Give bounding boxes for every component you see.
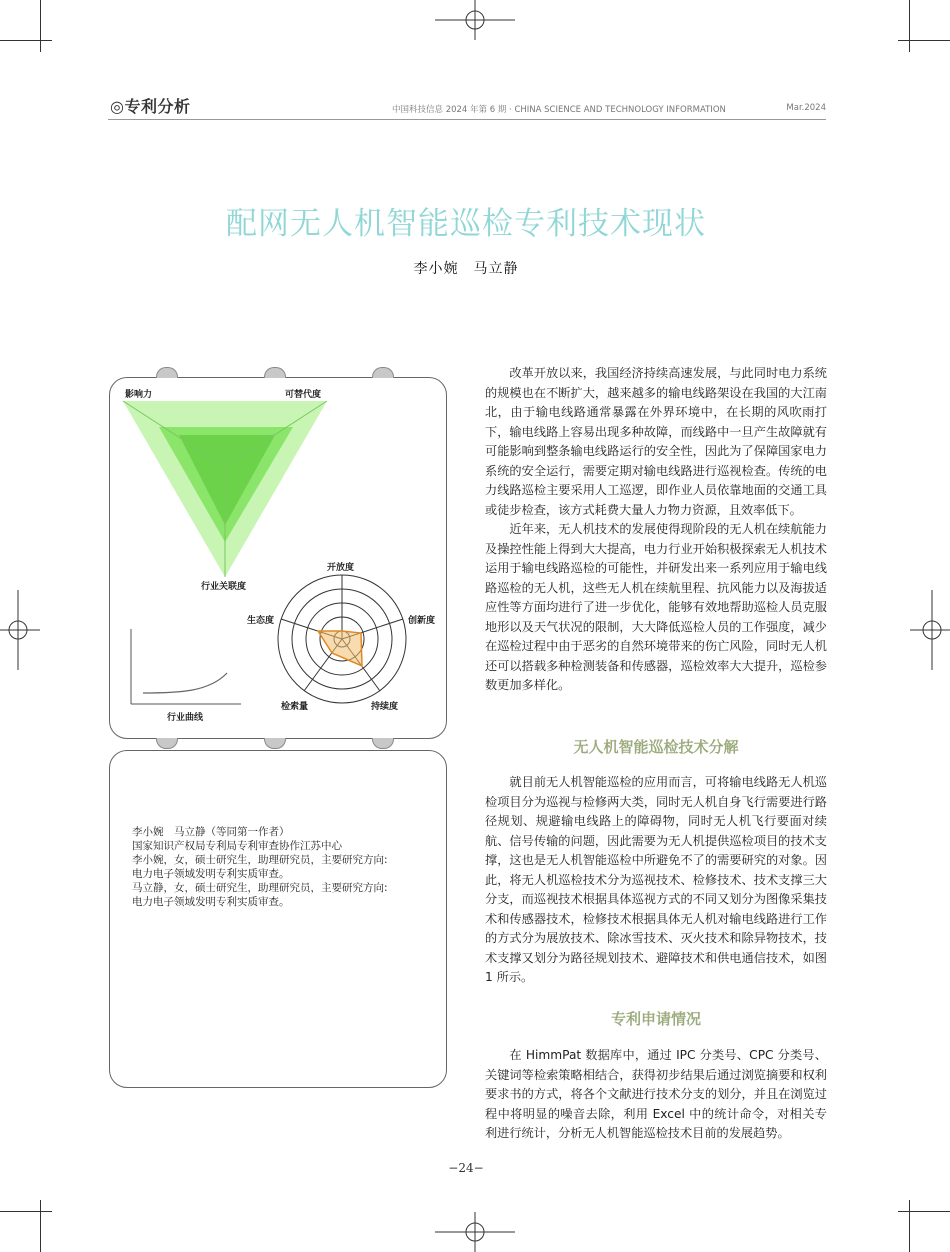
paragraph: 就目前无人机智能巡检的应用而言，可将输电线路无人机巡检项目分为巡视与检修两大类，同时无人机自身飞行需要进行路径规划、规避输电线路上的障碍物，同时无人机飞行要面对续航、信号传输的问题，因此需要为无人机提供巡检项目的技术支撑，这也是无人机智能巡检中所避免不了的需要研究的对象。因此，将无人机巡检技术分为巡视技术、检修技术、技术支撑三大分支，而巡视技术根据具体巡视方式的不同又划分为图像采集技术和传感器技术，检修技术根据具体无人机对输电线路进行工作的方式分为展放技术、除冰雪技术、灭火技术和除异物技术，技术支撑又划分为路径规划技术、避障技术和供电通信技术，如图 1 所示。 bbox=[485, 775, 827, 984]
crop-mark bbox=[40, 1200, 41, 1252]
header-rule bbox=[108, 119, 826, 120]
page-number: −24− bbox=[448, 1161, 484, 1175]
decorative-infographic bbox=[109, 377, 445, 737]
registration-mark-top bbox=[435, 0, 515, 40]
note-line: 马立静，女，硕士研究生，助理研究员，主要研究方向: bbox=[132, 882, 388, 894]
crop-mark bbox=[909, 1200, 910, 1252]
crop-mark bbox=[0, 1211, 52, 1212]
note-line: 电力电子领域发明专利实质审查。 bbox=[132, 896, 290, 908]
curve-label: 行业曲线 bbox=[167, 713, 204, 723]
note-line: 电力电子领域发明专利实质审查。 bbox=[132, 868, 290, 880]
running-header bbox=[392, 103, 826, 115]
triangle-label-substitutability: 可替代度 bbox=[285, 390, 322, 400]
crop-mark bbox=[909, 0, 910, 52]
registration-mark-right bbox=[910, 590, 950, 670]
panel-knob bbox=[264, 738, 286, 749]
radar-label-ecology: 生态度 bbox=[247, 616, 275, 626]
note-line: 国家知识产权局专利局专利审查协作江苏中心 bbox=[132, 840, 342, 852]
issue-date: Mar.2024 bbox=[786, 103, 826, 113]
panel-knob bbox=[156, 738, 178, 749]
journal-info: 中国科技信息 2024 年第 6 期 · CHINA SCIENCE AND TECHNOLOGY INFORMATION bbox=[392, 105, 726, 115]
radar-label-innovation: 创新度 bbox=[408, 616, 436, 626]
registration-mark-left bbox=[0, 590, 40, 670]
section-heading: 专利申请情况 bbox=[610, 1010, 701, 1028]
radar-label-search-volume: 检索量 bbox=[281, 702, 309, 712]
registration-mark-bottom bbox=[435, 1212, 515, 1252]
author-note bbox=[132, 825, 388, 909]
paragraph: 在 HimmPat 数据库中，通过 IPC 分类号、CPC 分类号、关键词等检索策略相结合，获得初步结果后通过浏览摘要和权利要求书的方式，将各个文献进行技术分支的划分，并且在浏览过程中将明显的噪音去除，利用 Excel 中的统计命令，对相关专利进行统计，分析无人机智能巡检技术目前的发展趋势。 bbox=[485, 1048, 827, 1140]
radar-label-openness: 开放度 bbox=[327, 563, 355, 573]
section-tag: ◎专利分析 bbox=[110, 97, 191, 116]
crop-mark bbox=[0, 40, 52, 41]
article-authors: 李小婉 马立静 bbox=[413, 261, 519, 277]
crop-mark bbox=[40, 0, 41, 52]
section-heading: 无人机智能巡检技术分解 bbox=[573, 738, 739, 756]
crop-mark bbox=[898, 40, 950, 41]
article-title: 配网无人机智能巡检专利技术现状 bbox=[226, 206, 706, 242]
body-block-2 bbox=[485, 773, 827, 988]
triangle-label-relevance: 行业关联度 bbox=[201, 582, 247, 592]
radar-chart bbox=[278, 575, 406, 703]
paragraph: 近年来，无人机技术的发展使得现阶段的无人机在续航能力及操控性能上得到大大提高，电力行业开始积极探索无人机技术运用于输电线路巡检的可能性，并研发出来一系列应用于输电线路巡检的无人机，这些无人机在续航里程、抗风能力以及海拔适应性等方面均进行了进一步优化，能够有效地帮助巡检人员克服地形以及天气状况的限制，大大降低巡检人员的工作强度，减少在巡检过程中由于恶劣的自然环境带来的伤亡风险，同时无人机还可以搭载多种检测装备和传感器，巡检效率大大提升，巡检参数更加多样化。 bbox=[485, 522, 827, 692]
body-block-1 bbox=[485, 364, 827, 696]
industry-curve bbox=[143, 673, 227, 693]
crop-mark bbox=[898, 1211, 950, 1212]
triangle-label-influence: 影响力 bbox=[125, 390, 153, 400]
note-line: 李小婉 马立静（等同第一作者） bbox=[132, 826, 290, 838]
radar-label-persistence: 持续度 bbox=[371, 702, 399, 712]
paragraph: 改革开放以来，我国经济持续高速发展，与此同时电力系统的规模也在不断扩大，越来越多的输电线路架设在我国的大江南北，由于输电线路通常暴露在外界环境中，在长期的风吹雨打下，输电线路上容易出现多种故障，而线路中一旦产生故障就有可能影响到整条输电线路运行的安全性，因此为了保障国家电力系统的安全运行，需要定期对输电线路进行巡视检查。传统的电力线路巡检主要采用人工巡逻，即作业人员依靠地面的交通工具或徒步检查，该方式耗费大量人力物力资源，且效率低下。 bbox=[485, 366, 827, 517]
note-line: 李小婉，女，硕士研究生，助理研究员，主要研究方向: bbox=[132, 854, 388, 866]
body-block-3 bbox=[485, 1046, 827, 1144]
panel-knob bbox=[372, 738, 394, 749]
author-note-panel bbox=[109, 750, 447, 1088]
